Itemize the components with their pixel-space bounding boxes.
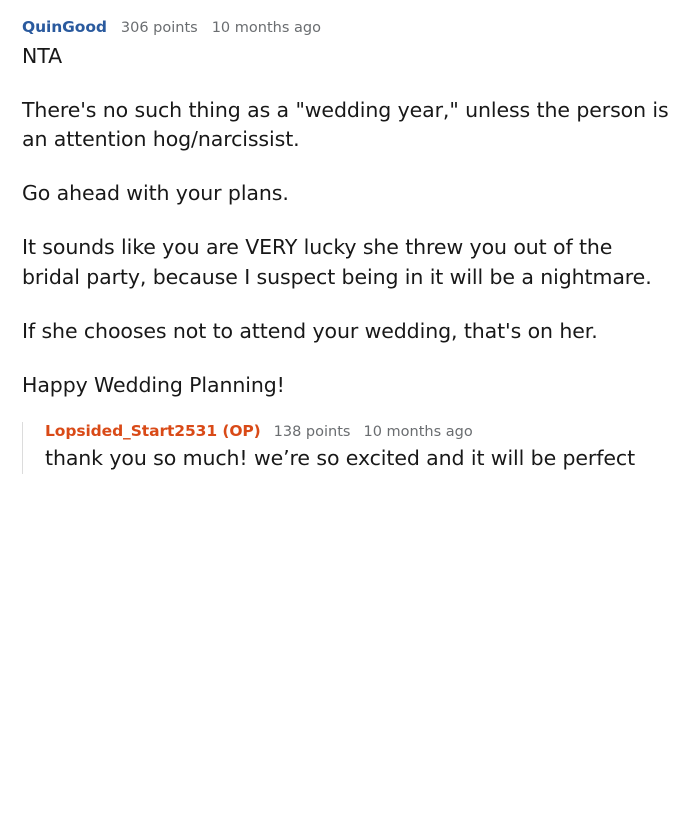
comment-timestamp: 10 months ago [211, 20, 321, 36]
reply-paragraph: thank you so much! we’re so excited and it will be perfect [45, 445, 636, 470]
reply-header [45, 422, 680, 440]
comment-paragraph: There's no such thing as a "wedding year," unless the person is an attention hog/narcissist. [22, 98, 669, 152]
reply-author-link[interactable]: Lopsided_Start2531 (OP) [45, 421, 261, 440]
comment-paragraph: It sounds like you are VERY lucky she threw you out of the bridal party, because I suspect being in it will be a nightmare. [22, 235, 652, 289]
comment-paragraph: NTA [22, 44, 62, 68]
comment-body [22, 42, 680, 400]
comment-paragraph: Happy Wedding Planning! [22, 372, 285, 397]
comment-paragraph: Go ahead with your plans. [22, 181, 289, 206]
reply-timestamp: 10 months ago [363, 423, 473, 440]
comment-score: 306 points [120, 20, 198, 36]
comment-reply [22, 422, 680, 474]
reply-body [45, 444, 680, 474]
comment-root [22, 18, 680, 474]
comment-header [22, 18, 680, 36]
comment-paragraph: If she chooses not to attend your wedding, that's on her. [22, 318, 598, 343]
comment-author-link[interactable]: QuinGood [22, 18, 107, 36]
reply-score: 138 points [273, 423, 351, 440]
